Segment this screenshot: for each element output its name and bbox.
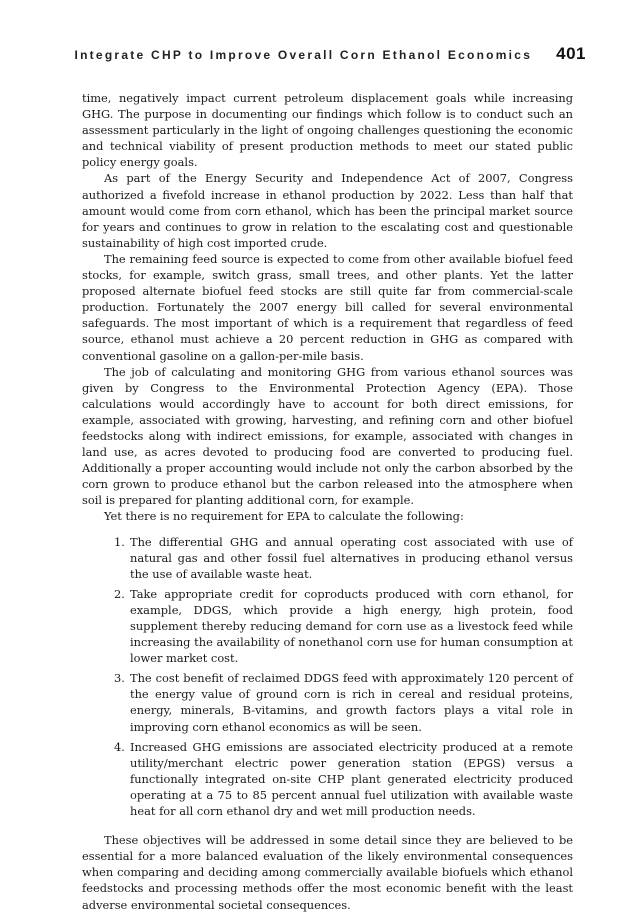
list-item-text: Take appropriate credit for coproducts produced with corn ethanol, for example, DDGS, which provide a high energy, high protein, food supplement thereby reducing demand for corn use as a livestock feed while increasing the availability of nonethanol corn use for human consumption at lower market cost. [130, 586, 573, 666]
paragraph: Yet there is no requirement for EPA to calculate the following: [104, 509, 464, 524]
paragraph: time, negatively impact current petroleum displacement goals while increasing GHG. The purpose in documenting our findings which follow is to conduct such an assessment particularly in the light of ongoing challenges questioning the economic and technical viability of present production methods to meet our stated public policy energy goals. [82, 91, 573, 170]
numbered-list [82, 534, 573, 820]
list-item-number: 2. [114, 586, 125, 601]
list-item [82, 534, 573, 582]
list-item [82, 739, 573, 819]
list-item [82, 586, 573, 666]
paragraph: The job of calculating and monitoring GHG from various ethanol sources was given by Congress to the Environmental Protection Agency (EPA). Those calculations would accordingly have to account for both direct emissions, for example, associated with growing, harvesting, and refining corn and other biofuel feedstocks along with indirect emissions, for example, associated with changes in land use, as acres devoted to producing food are converted to producing fuel. Additionally a proper accounting would include not only the carbon absorbed by the corn grown to produce ethanol but the carbon released into the atmosphere when soil is prepared for planting additional corn, for example. [82, 364, 573, 508]
list-item-number: 1. [114, 534, 125, 549]
list-item-text: The cost benefit of reclaimed DDGS feed with approximately 120 percent of the energy value of ground corn is rich in cereal and residual proteins, energy, minerals, B-vitamins, and growth factors plays a vital role in improving corn ethanol economics as will be seen. [130, 671, 573, 734]
body-text [82, 90, 573, 913]
paragraph: The remaining feed source is expected to come from other available biofuel feed stocks, for example, switch grass, small trees, and other plants. Yet the latter proposed alternate biofuel feed stocks are still quite far from commercial-scale production. Fortunately the 2007 energy bill called for several environmental safeguards. The most important of which is a requirement that regardless of feed source, ethanol must achieve a 20 percent reduction in GHG as compared with conventional gasoline on a gallon-per-mile basis. [82, 251, 573, 363]
paragraph: As part of the Energy Security and Independence Act of 2007, Congress authorized a fivefold increase in ethanol production by 2022. Less than half that amount would come from corn ethanol, which has been the principal market source for years and continues to grow in relation to the escalating cost and questionable sustainability of high cost imported crude. [82, 171, 573, 250]
list-item-text: The differential GHG and annual operating cost associated with use of natural gas and other fossil fuel alternatives in producing ethanol versus the use of available waste heat. [130, 534, 573, 581]
list-item [82, 670, 573, 734]
closing-paragraph: These objectives will be addressed in some detail since they are believed to be essential for a more balanced evaluation of the likely environmental consequences when comparing and deciding among commercially available biofuels which ethanol feedstocks and processing methods offer the most economic benefit with the least adverse environmental societal consequences. [82, 833, 573, 912]
list-item-number: 3. [114, 671, 125, 686]
list-item-text: Increased GHG emissions are associated electricity produced at a remote utility/merchant electric power generation station (EPGS) versus a functionally integrated on-site CHP plant generated electricity produced operating at a 75 to 85 percent annual fuel utilization with available waste heat for all corn ethanol dry and wet mill production needs. [130, 739, 573, 819]
running-title: Integrate CHP to Improve Overall Corn Ethanol Economics [74, 48, 533, 62]
running-header [74, 44, 586, 64]
list-item-number: 4. [114, 739, 125, 754]
page-number: 401 [556, 44, 586, 63]
